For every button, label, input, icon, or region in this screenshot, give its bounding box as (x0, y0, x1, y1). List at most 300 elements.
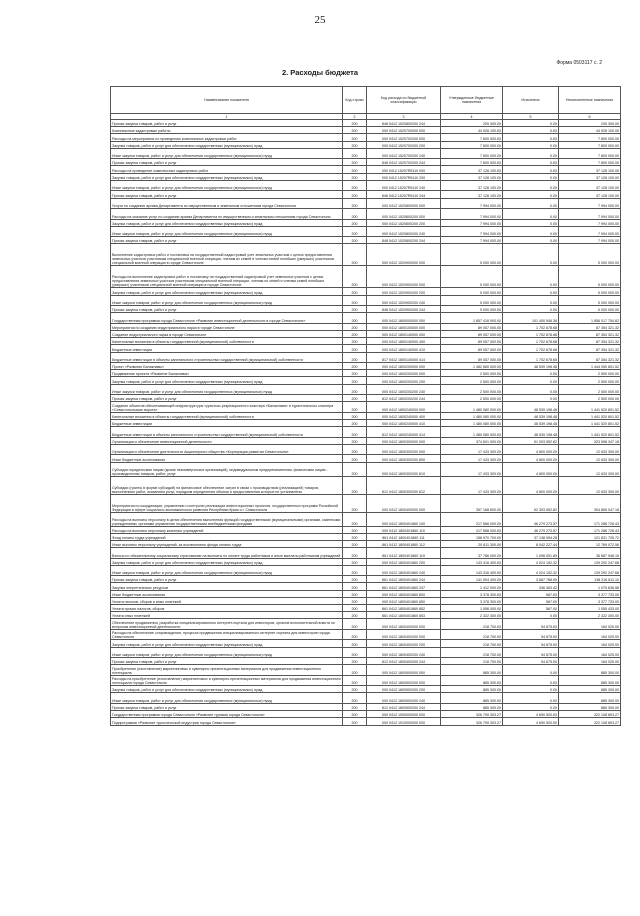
column-number: 2 (343, 114, 367, 120)
row-remaining: 171 288 726.43 (559, 526, 621, 533)
row-remaining: 885 300.00 (559, 665, 621, 676)
row-class-code: 000 0412 1800300200 810 (367, 462, 441, 476)
row-name: Создание индустриального парка в городе Севастополе (111, 330, 343, 337)
row-executed: 336 363.42 (503, 583, 559, 590)
row-remaining: 304 865 047.18 (559, 494, 621, 512)
row-name: Закупка товаров, работ и услуг для обеспечения государственных (муниципальных) нужд (111, 377, 343, 384)
row-class-code: 812 0412 1800240000 414 (367, 427, 441, 438)
row-executed: 52 303 552.82 (503, 494, 559, 512)
row-class-code: 000 0412 1800200200 200 (367, 377, 441, 384)
row-executed: 4 800 000.00 (503, 444, 559, 455)
table-row (111, 640, 621, 647)
row-remaining: 323 598 347.18 (559, 437, 621, 444)
row-name: Фонд оплаты труда учреждений (111, 533, 343, 540)
row-name: Закупка товаров, работ и услуг для обеспечения государственных (муниципальных) нужд (111, 141, 343, 148)
row-name: Приобретение (изготовление) маркетинговых и сувенирно-презентационных материалов для продвижения инвестиционного потенциала (111, 665, 343, 676)
row-approved: 143 316 400.00 (441, 565, 503, 576)
row-name: Расходы на проведение комплексных кадастровых работ (111, 166, 343, 173)
row-approved: 3 378 300.00 (441, 597, 503, 604)
row-executed: 0.00 (503, 288, 559, 295)
row-class-code: 861 0412 1800401860 852 (367, 605, 441, 612)
row-line-code: 200 (343, 444, 367, 455)
row-approved: 89 057 000.00 (441, 352, 503, 363)
row-remaining: 1 444 050 801.52 (559, 363, 621, 370)
row-name: Закупка товаров, работ и услуг для обеспечения государственных (муниципальных) нужд (111, 173, 343, 180)
row-executed: 0.00 (503, 244, 559, 266)
row-executed: 0.00 (503, 148, 559, 159)
row-remaining: 7 800 000.00 (559, 148, 621, 159)
row-class-code: 000 0412 1800140000 000 (367, 330, 441, 337)
row-class-code: 812 0412 1800300200 812 (367, 476, 441, 494)
row-class-code: 848 0412 1520800200 244 (367, 237, 441, 244)
row-name: Уплата налогов, сборов и иных платежей (111, 597, 343, 604)
table-row (111, 127, 621, 134)
header-executed: Исполнено (503, 87, 559, 114)
row-approved: 218 700.00 (441, 629, 503, 640)
row-class-code: 000 0412 1800140000 400 (367, 338, 441, 345)
row-class-code: 848 0412 1520800200 244 (367, 120, 441, 127)
row-remaining: 87 354 321.32 (559, 338, 621, 345)
table-row (111, 540, 621, 547)
row-line-code: 200 (343, 295, 367, 306)
row-approved: 218 700.00 (441, 658, 503, 665)
row-line-code: 200 (343, 323, 367, 330)
row-name: Бюджетные инвестиции (111, 419, 343, 426)
table-row (111, 675, 621, 686)
row-line-code: 200 (343, 402, 367, 413)
row-approved: 20 811 300.00 (441, 540, 503, 547)
row-executed: 0.00 (503, 219, 559, 226)
row-name: Расходы на оказание услуг по созданию архива Департамента по имущественным и земельным отношениям города Севастополя (111, 209, 343, 220)
row-name: Выполнение кадастровых работ и постановка на государственный кадастровый учет земельных участков с целью предоставления земельных участков участникам специальной военной операции, членам их семей и членам семей погибших (умерших) участников специальной военной операции в городе Севастополе (111, 244, 343, 266)
row-remaining: 885 300.00 (559, 675, 621, 686)
row-approved: 1 480 080 000.00 (441, 419, 503, 426)
row-remaining: 5 000 000.00 (559, 295, 621, 306)
row-executed: 48 539 198.48 (503, 419, 559, 426)
row-line-code: 200 (343, 288, 367, 295)
row-line-code: 200 (343, 597, 367, 604)
row-executed: 4 024 152.32 (503, 565, 559, 576)
table-row (111, 148, 621, 159)
row-class-code: 000 0412 1520900200 000 (367, 266, 441, 288)
row-approved: 1 480 080 000.00 (441, 402, 503, 413)
row-approved: 217 568 000.00 (441, 526, 503, 533)
row-approved: 7 994 000.00 (441, 198, 503, 209)
table-row (111, 612, 621, 619)
row-approved: 89 057 000.00 (441, 323, 503, 330)
row-class-code: 000 0412 1800401860 240 (367, 565, 441, 576)
row-class-code: 000 0412 1520700200 200 (367, 141, 441, 148)
row-approved: 158 970 700.00 (441, 533, 503, 540)
row-line-code: 200 (343, 590, 367, 597)
row-executed: 0.00 (503, 166, 559, 173)
row-class-code: 848 0412 1520700200 244 (367, 159, 441, 166)
row-class-code: 000 0412 1800401860 200 (367, 558, 441, 565)
row-approved: 2 500 000.00 (441, 370, 503, 377)
row-executed: 1 702 678.68 (503, 345, 559, 352)
row-name: Иные бюджетные ассигнования (111, 590, 343, 597)
row-name: Расходы на выплаты персоналу в целях обеспечения выполнения функций государственными (муниципальными) органами, казенными учреждениями, органами управления государственными внебюджетными фондами (111, 512, 343, 526)
row-approved: 37 128 100.00 (441, 173, 503, 180)
table-row (111, 323, 621, 330)
row-approved: 3 378 300.00 (441, 590, 503, 597)
row-remaining: 12 633 300.00 (559, 476, 621, 494)
row-name: Капитальные вложения в объекты государственной (муниципальной) собственности (111, 412, 343, 419)
row-executed: 0.00 (503, 612, 559, 619)
table-row (111, 198, 621, 209)
row-name: Организация и обеспечение инвестиционной деятельности (111, 437, 343, 444)
row-executed: 48 539 198.48 (503, 402, 559, 413)
row-executed: 48 539 198.48 (503, 427, 559, 438)
row-executed: 567.00 (503, 605, 559, 612)
row-class-code: 848 0412 1520900200 244 (367, 306, 441, 313)
row-class-code: 000 0412 1800240000 000 (367, 402, 441, 413)
row-remaining: 164 025.00 (559, 640, 621, 647)
header-class-code: Код расхода по бюджетной классификации (367, 87, 441, 114)
row-name: Взносы по обязательному социальному страхованию на выплаты по оплате труда работников и иные выплаты работникам учреждений (111, 548, 343, 559)
row-executed: 0.00 (503, 306, 559, 313)
row-executed: 0.00 (503, 675, 559, 686)
row-class-code: 000 0412 1800400000 000 (367, 619, 441, 630)
row-class-code: 000 0412 1520700000 000 (367, 127, 441, 134)
row-remaining: 1 441 520 801.52 (559, 412, 621, 419)
row-name: Расходы на мероприятия по проведению комплексных кадастровых работ (111, 134, 343, 141)
row-name: Закупка товаров, работ и услуг для обеспечения государственных (муниципальных) нужд (111, 640, 343, 647)
row-remaining: 164 025.00 (559, 619, 621, 630)
row-approved: 218 700.00 (441, 619, 503, 630)
row-executed: 4 024 152.32 (503, 558, 559, 565)
row-class-code: 000 0412 1800240000 400 (367, 412, 441, 419)
row-line-code: 200 (343, 605, 367, 612)
row-line-code: 200 (343, 558, 367, 565)
row-line-code: 200 (343, 512, 367, 526)
table-row (111, 345, 621, 352)
row-approved: 885 300.00 (441, 693, 503, 704)
row-remaining: 7 994 000.00 (559, 198, 621, 209)
row-name: Закупка товаров, работ и услуг для обеспечения государственных (муниципальных) нужд (111, 288, 343, 295)
row-approved: 2 500 000.00 (441, 395, 503, 402)
table-row (111, 658, 621, 665)
row-remaining: 7 800 000.00 (559, 134, 621, 141)
row-executed: 567.00 (503, 590, 559, 597)
row-class-code: 000 0412 1800500200 240 (367, 693, 441, 704)
row-class-code: 000 0412 1800401860 800 (367, 590, 441, 597)
row-name: Иные закупки товаров, работ и услуг для обеспечения государственных (муниципальных) нужд (111, 295, 343, 306)
row-name: Расходы на приобретение (изготовление) маркетинговых и сувенирно-презентационных материалов для продвижения инвестиционного потенциала города Севастополя (112, 677, 341, 686)
row-class-code: 000 0412 1520800200 000 (367, 209, 441, 220)
table-row (111, 173, 621, 180)
row-line-code: 200 (343, 647, 367, 658)
row-approved: 205 300.00 (441, 120, 503, 127)
table-row (111, 444, 621, 455)
table-row (111, 352, 621, 363)
row-line-code: 200 (343, 427, 367, 438)
table-row (111, 288, 621, 295)
row-class-code: 000 0412 1800240000 410 (367, 419, 441, 426)
row-line-code: 200 (343, 209, 367, 220)
row-name: Прочая закупка товаров, работ и услуг (111, 120, 343, 127)
table-row (111, 476, 621, 494)
table-row (111, 427, 621, 438)
row-class-code: 000 0412 1800500000 000 (367, 665, 441, 676)
row-class-code: 000 0412 15207R5110 200 (367, 173, 441, 180)
row-class-code: 000 0412 1520900200 200 (367, 288, 441, 295)
row-remaining: 37 128 100.00 (559, 191, 621, 198)
row-name: Расходы на выполнение кадастровых работ и постановку на государственный кадастровый учет земельных участков с целью предоставления земельных участков участникам специальной военной операции, членам их семей и членам семей погибших (умерших) участников специальной военной операции в городе Севастополе (111, 266, 343, 288)
row-class-code: 861 0412 1800401860 244 (367, 576, 441, 583)
row-remaining: 121 831 705.72 (559, 533, 621, 540)
row-class-code: 000 0412 1900000000 000 (367, 711, 441, 718)
table-row (111, 565, 621, 576)
row-remaining: 87 354 321.32 (559, 330, 621, 337)
row-approved: 7 994 000.00 (441, 226, 503, 237)
row-remaining: 2 500 000.00 (559, 370, 621, 377)
row-executed: 8 042 227.44 (503, 540, 559, 547)
table-row (111, 226, 621, 237)
row-approved: 217 568 000.00 (441, 512, 503, 526)
row-executed: 0.00 (503, 180, 559, 191)
row-name: Иные закупки товаров, работ и услуг для обеспечения государственных (муниципальных) нужд (111, 226, 343, 237)
table-row (111, 191, 621, 198)
row-name: Уплата иных платежей (111, 612, 343, 619)
row-class-code: 861 0412 1800401860 119 (367, 548, 441, 559)
row-name: Иные бюджетные ассигнования (111, 455, 343, 462)
row-name: Организация и обеспечение деятельности Акционерного общества «Корпорация развития Севастополя» (111, 444, 343, 455)
row-line-code: 200 (343, 693, 367, 704)
row-class-code: 000 0412 1800200200 000 (367, 370, 441, 377)
row-name: Мероприятия по созданию индустриального парка в городе Севастополе (111, 323, 343, 330)
row-class-code: 000 0412 1520800200 200 (367, 219, 441, 226)
row-line-code: 200 (343, 266, 367, 288)
row-line-code: 200 (343, 191, 367, 198)
row-class-code: 000 0412 1800500200 000 (367, 675, 441, 686)
row-line-code: 200 (343, 455, 367, 462)
row-remaining: 2 500 000.00 (559, 384, 621, 395)
row-remaining: 5 000 000.00 (559, 306, 621, 313)
table-row (111, 693, 621, 704)
row-approved: 7 994 000.00 (441, 219, 503, 226)
table-row (111, 338, 621, 345)
row-approved: 7 994 000.00 (441, 237, 503, 244)
row-approved: 218 700.00 (441, 647, 503, 658)
row-name: Прочая закупка товаров, работ и услуг (111, 658, 343, 665)
row-executed: 48 539 198.48 (503, 363, 559, 370)
row-approved: 44 928 100.00 (441, 127, 503, 134)
row-remaining: 37 128 100.00 (559, 173, 621, 180)
row-approved: 218 700.00 (441, 640, 503, 647)
row-name: Иные закупки товаров, работ и услуг для обеспечения государственных (муниципальных) нужд (111, 647, 343, 658)
row-class-code: 000 0412 1520800000 000 (367, 198, 441, 209)
row-class-code: 000 0412 1800400000 000 (367, 494, 441, 512)
row-approved: 37 128 100.00 (441, 180, 503, 191)
row-approved: 5 000 000.00 (441, 288, 503, 295)
row-line-code: 200 (343, 384, 367, 395)
row-approved: 5 000 000.00 (441, 266, 503, 288)
row-approved: 885 300.00 (441, 675, 503, 686)
row-remaining: 171 288 726.43 (559, 512, 621, 526)
table-row (111, 412, 621, 419)
row-name: Подпрограмма «Развитие туристической индустрии города Севастополя» (111, 718, 343, 725)
row-executed: 1 702 678.68 (503, 352, 559, 363)
table-row (111, 437, 621, 444)
row-name: Закупка товаров, работ и услуг для обеспечения государственных (муниципальных) нужд (111, 219, 343, 226)
row-executed: 3 687 788.90 (503, 576, 559, 583)
row-remaining: 1 441 520 801.52 (559, 402, 621, 413)
table-row (111, 166, 621, 173)
row-remaining: 37 128 100.00 (559, 166, 621, 173)
row-executed: 54 675.00 (503, 658, 559, 665)
row-approved: 374 601 900.00 (441, 437, 503, 444)
row-approved: 1 056 000.00 (441, 605, 503, 612)
row-approved: 37 786 000.00 (441, 548, 503, 559)
table-row (111, 377, 621, 384)
row-name: Иные выплаты персоналу учреждений, за исключением фонда оплаты труда (111, 540, 343, 547)
row-approved: 7 800 000.00 (441, 148, 503, 159)
row-line-code: 200 (343, 533, 367, 540)
row-executed: 54 675.00 (503, 629, 559, 640)
row-line-code: 200 (343, 583, 367, 590)
row-approved: 37 128 100.00 (441, 166, 503, 173)
row-executed: 0.00 (503, 693, 559, 704)
row-executed: 46 279 273.57 (503, 526, 559, 533)
row-executed: 0.00 (503, 134, 559, 141)
row-class-code: 848 0412 15207R5110 244 (367, 191, 441, 198)
row-class-code: 000 0412 1800500200 200 (367, 686, 441, 693)
row-line-code: 200 (343, 629, 367, 640)
row-line-code: 200 (343, 665, 367, 676)
table-row (111, 590, 621, 597)
row-line-code: 200 (343, 476, 367, 494)
row-remaining: 7 994 000.00 (559, 237, 621, 244)
row-name: Государственная программа города Севастополя «Развитие туризма города Севастополя» (111, 711, 343, 718)
row-remaining: 1 055 433.00 (559, 605, 621, 612)
row-remaining: 7 800 000.00 (559, 141, 621, 148)
row-line-code: 200 (343, 377, 367, 384)
row-remaining: 87 354 321.32 (559, 345, 621, 352)
row-remaining: 885 300.00 (559, 693, 621, 704)
row-executed: 0.00 (503, 141, 559, 148)
row-remaining: 885 300.00 (559, 686, 621, 693)
row-name: Прочая закупка товаров, работ и услуг (111, 191, 343, 198)
row-name: Закупка товаров, работ и услуг для обеспечения государственных (муниципальных) нужд (111, 686, 343, 693)
row-remaining: 1 441 520 801.52 (559, 427, 621, 438)
row-name: Прочая закупка товаров, работ и услуг (111, 395, 343, 402)
row-name: Иные закупки товаров, работ и услуг для обеспечения государственных (муниципальных) нужд (111, 565, 343, 576)
row-name: Иные закупки товаров, работ и услуг для обеспечения государственных (муниципальных) нужд (111, 693, 343, 704)
row-class-code: 000 0412 15207R5110 240 (367, 180, 441, 191)
table-row (111, 703, 621, 710)
row-executed: 0.00 (503, 237, 559, 244)
row-class-code: 000 0412 1800200200 240 (367, 384, 441, 395)
row-remaining: 205 300.00 (559, 120, 621, 127)
row-remaining: 3 377 733.00 (559, 590, 621, 597)
table-row (111, 209, 621, 220)
row-executed: 54 675.00 (503, 647, 559, 658)
table-row (111, 494, 621, 512)
row-approved: 17 433 300.00 (441, 476, 503, 494)
row-approved: 17 433 300.00 (441, 462, 503, 476)
row-approved: 7 800 000.00 (441, 141, 503, 148)
row-class-code: 000 0412 1800400200 240 (367, 647, 441, 658)
row-approved: 17 433 300.00 (441, 455, 503, 462)
row-line-code: 200 (343, 198, 367, 209)
row-executed: 0.00 (503, 173, 559, 180)
table-row (111, 558, 621, 565)
row-class-code: 000 0412 1800100000 000 (367, 323, 441, 330)
row-name: Прочая закупка товаров, работ и услуг (111, 159, 343, 166)
row-line-code: 200 (343, 306, 367, 313)
row-executed: 0.00 (503, 120, 559, 127)
row-class-code: 000 0412 1520900000 000 (367, 244, 441, 266)
row-remaining: 2 500 000.00 (559, 395, 621, 402)
row-line-code: 200 (343, 540, 367, 547)
row-remaining: 12 633 300.00 (559, 444, 621, 455)
row-name: Капитальные вложения в объекты государственной (муниципальной) собственности (111, 338, 343, 345)
table-row (111, 718, 621, 725)
row-approved: 143 316 400.00 (441, 558, 503, 565)
row-class-code: 000 0412 1800300200 000 (367, 444, 441, 455)
row-class-code: 000 0412 1800401860 110 (367, 526, 441, 533)
row-executed: 0.00 (503, 191, 559, 198)
row-name: Расходы на выплаты персоналу казенных учреждений (111, 526, 343, 533)
row-line-code: 200 (343, 526, 367, 533)
row-line-code: 200 (343, 565, 367, 576)
expenses-table (110, 86, 621, 726)
table-row (111, 419, 621, 426)
row-approved: 1 857 418 900.00 (441, 313, 503, 324)
row-class-code: 000 0412 1800300200 800 (367, 455, 441, 462)
row-class-code: 000 0412 1800300000 000 (367, 437, 441, 444)
row-name: Бюджетные инвестиции в объекты капитального строительства государственной (муниципальной) собственности (111, 352, 343, 363)
row-remaining: 164 025.00 (559, 658, 621, 665)
row-name: Расходы на обеспечение сопровождения, процесса продвижения специализированного интернет-портала для инвесторов города Севастополя (111, 629, 343, 640)
row-remaining: 12 769 072.56 (559, 540, 621, 547)
row-name: Продвижение проекта «Развитие Балаклавы» (111, 370, 343, 377)
row-executed: 54 675.00 (503, 619, 559, 630)
table-row (111, 395, 621, 402)
row-line-code: 200 (343, 363, 367, 370)
row-approved: 17 433 300.00 (441, 444, 503, 455)
row-remaining: 87 354 321.32 (559, 323, 621, 330)
row-executed: 0.00 (503, 198, 559, 209)
row-class-code: 000 0412 1800200000 000 (367, 363, 441, 370)
row-line-code: 200 (343, 703, 367, 710)
row-line-code: 200 (343, 173, 367, 180)
row-approved: 1 480 080 000.00 (441, 412, 503, 419)
row-line-code: 200 (343, 345, 367, 352)
row-approved: 7 994 000.00 (441, 209, 503, 220)
row-approved: 2 500 000.00 (441, 384, 503, 395)
row-remaining: 12 633 300.00 (559, 455, 621, 462)
row-name: Субсидии юридическим лицам (кроме некоммерческих организаций), индивидуальным предпринимателям, физическим лицам - производителям товаров, работ, услуг (111, 462, 343, 476)
row-remaining: 2 322 300.00 (559, 612, 621, 619)
row-executed: 0.00 (503, 370, 559, 377)
row-executed: 4 800 000.00 (503, 476, 559, 494)
table-row (111, 180, 621, 191)
row-approved: 2 322 300.00 (441, 612, 503, 619)
row-remaining: 5 000 000.00 (559, 244, 621, 266)
row-class-code: 861 0412 1800401860 112 (367, 540, 441, 547)
row-name: Прочая закупка товаров, работ и услуг (111, 306, 343, 313)
row-name: Иные закупки товаров, работ и услуг для обеспечения государственных (муниципальных) нужд (111, 180, 343, 191)
row-executed: 0.00 (503, 686, 559, 693)
row-executed: 0.00 (503, 377, 559, 384)
row-line-code: 200 (343, 576, 367, 583)
row-executed: 567.00 (503, 597, 559, 604)
column-number: 4 (441, 114, 503, 120)
row-approved: 37 128 100.00 (441, 191, 503, 198)
row-approved: 1 480 080 000.00 (441, 427, 503, 438)
